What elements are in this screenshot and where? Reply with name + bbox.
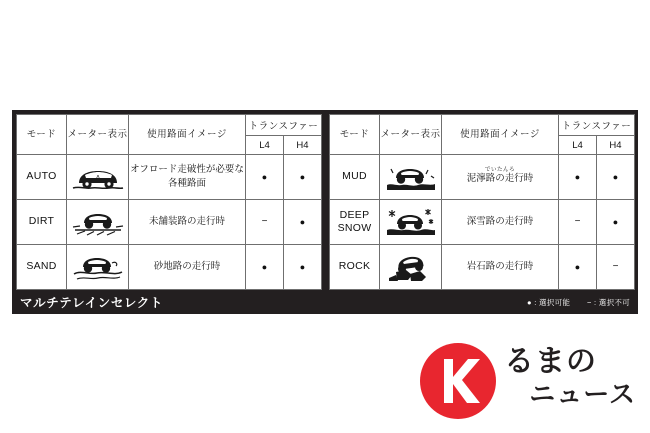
table-row [330,155,635,200]
table-head-right [330,115,635,155]
table-row [17,155,322,200]
table-body-left [17,155,322,290]
transfer-l4-auto: ● [246,155,284,200]
auto-terrain-icon [67,155,129,200]
mud-terrain-icon [380,155,442,200]
legend-dot: ● : 選択可能 [527,298,571,307]
desc-mud-text: 泥濘路の走行時 [466,173,534,185]
table-row [330,200,635,245]
mode-label-sand: SAND [17,245,67,290]
header-h4-right: H4 [597,136,635,155]
legend [527,297,630,308]
right-table-wrapper [325,110,638,288]
transfer-h4-mud: ● [597,155,635,200]
mode-label-snow: SNOW [337,222,372,234]
mode-label-auto: AUTO [17,155,67,200]
transfer-l4-sand: ● [246,245,284,290]
dirt-terrain-icon [67,200,129,245]
desc-dirt: 未舗装路の走行時 [129,200,246,245]
caption-bar [12,288,638,314]
transfer-h4-sand: ● [284,245,322,290]
logo-text [504,345,636,409]
header-meter-left: メーター表示 [67,115,129,155]
terrain-modes-table-left [16,114,322,290]
header-road-image-left: 使用路面イメージ [129,115,246,155]
svg-text:A: A [95,175,100,182]
desc-rock: 岩石路の走行時 [442,245,559,290]
desc-deep-snow: 深雪路の走行時 [442,200,559,245]
desc-auto-line2: 各種路面 [167,178,206,189]
mode-label-rock: ROCK [330,245,380,290]
transfer-l4-mud: ● [559,155,597,200]
tables-container [12,110,638,288]
desc-auto-line1: オフロード走破性が必要な [130,164,244,176]
table-row [330,245,635,290]
table-row [17,245,322,290]
table-head-left [17,115,322,155]
desc-sand: 砂地路の走行時 [129,245,246,290]
mode-label-deep: DEEP [339,208,370,221]
multi-terrain-select-panel [12,110,638,314]
mode-label-deep-snow [330,200,380,245]
desc-mud [442,155,559,200]
k-mark-icon [420,343,496,419]
caption-title: マルチテレインセレクト [20,296,163,310]
transfer-h4-rock: − [597,245,635,290]
transfer-h4-dirt: ● [284,200,322,245]
table-body-right [330,155,635,290]
header-row-top-left [17,115,322,136]
header-row-top-right [330,115,635,136]
transfer-l4-rock: ● [559,245,597,290]
transfer-l4-dirt: − [246,200,284,245]
site-logo[interactable] [420,343,636,419]
terrain-modes-table-right [329,114,635,290]
left-table-wrapper [12,110,325,288]
mode-label-mud: MUD [330,155,380,200]
header-meter-right: メーター表示 [380,115,442,155]
transfer-h4-auto: ● [284,155,322,200]
header-transfer-left: トランスファー [246,115,322,136]
transfer-l4-deep-snow: − [559,200,597,245]
mode-label-dirt: DIRT [17,200,67,245]
header-l4-right: L4 [559,136,597,155]
header-mode-right: モード [330,115,380,155]
desc-auto [129,155,246,200]
deep-snow-terrain-icon [380,200,442,245]
header-transfer-right: トランスファー [559,115,635,136]
legend-dash: − : 選択不可 [586,298,630,307]
logo-line2: ニュース [529,378,636,409]
desc-mud-ruby: でいたんろ [484,166,515,173]
header-road-image-right: 使用路面イメージ [442,115,559,155]
table-row [17,200,322,245]
logo-line1: るまの [504,345,597,378]
transfer-h4-deep-snow: ● [597,200,635,245]
rock-terrain-icon [380,245,442,290]
header-h4-left: H4 [284,136,322,155]
header-l4-left: L4 [246,136,284,155]
sand-terrain-icon [67,245,129,290]
header-mode-left: モード [17,115,67,155]
